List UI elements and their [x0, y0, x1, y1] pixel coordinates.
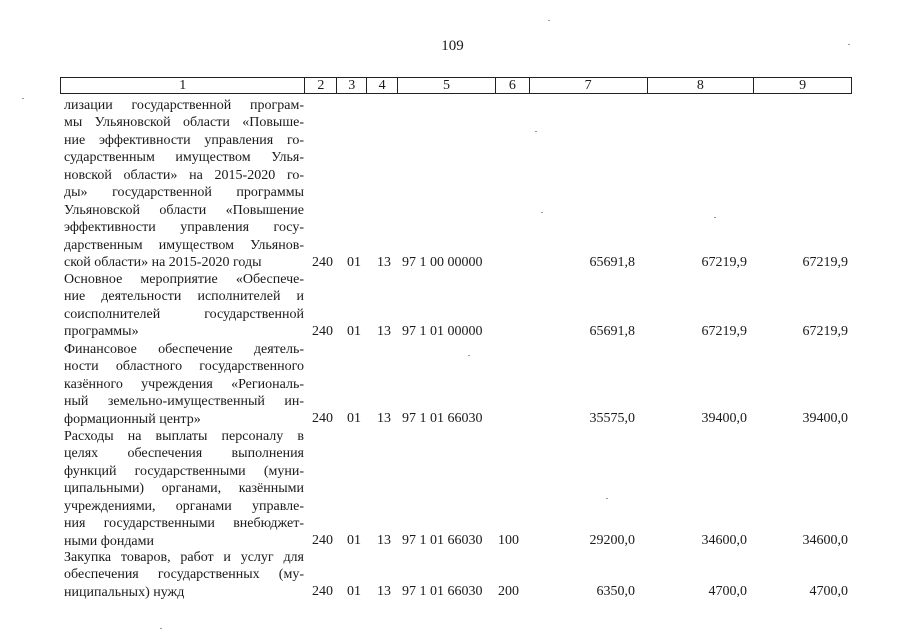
cell-target: 97 1 01 00000 [402, 324, 483, 339]
cell-amount-9: 4700,0 [809, 584, 848, 599]
cell-section: 01 [347, 324, 361, 339]
cell-amount-8: 34600,0 [701, 533, 747, 548]
desc-line: ципальными) органами, казёнными [64, 481, 304, 497]
scan-speck [848, 44, 850, 45]
cell-subsection: 13 [377, 255, 391, 270]
scan-speck [468, 355, 470, 356]
cell-amount-8: 4700,0 [708, 584, 747, 599]
desc-line: ние деятельности исполнителей и [64, 289, 304, 305]
header-col-8: 8 [648, 78, 755, 93]
desc-line: ния государственными внебюджет- [64, 516, 304, 532]
cell-code: 240 [312, 324, 333, 339]
desc-line: эффективности управления госу- [64, 220, 304, 236]
desc-line: казённого учреждения «Региональ- [64, 376, 304, 392]
cell-code: 240 [312, 255, 333, 270]
row-description [64, 97, 304, 272]
desc-line: ный земельно-имущественный ин- [64, 394, 304, 410]
desc-line: дарственным имуществом Ульянов- [64, 237, 304, 253]
cell-target: 97 1 01 66030 [402, 533, 483, 548]
desc-line: обеспечения государственных (му- [64, 567, 304, 583]
scan-speck [22, 98, 24, 99]
header-col-1: 1 [61, 78, 305, 93]
cell-amount-8: 67219,9 [701, 324, 747, 339]
desc-line: ности областного государственного [64, 359, 304, 375]
desc-line: формационный центр» [64, 411, 201, 427]
header-col-9: 9 [799, 78, 807, 93]
desc-line: ние эффективности управления го- [64, 132, 304, 148]
desc-line: ской области» на 2015-2020 годы [64, 255, 262, 271]
cell-section: 01 [347, 255, 361, 270]
header-col-2: 2 [305, 78, 337, 93]
desc-line: мы Ульяновской области «Повыше- [64, 115, 304, 131]
cell-amount-7: 65691,8 [589, 255, 635, 270]
desc-line: Финансовое обеспечение деятель- [64, 342, 304, 357]
cell-subsection: 13 [377, 533, 391, 548]
cell-amount-9: 67219,9 [802, 324, 848, 339]
scan-speck [606, 498, 608, 499]
desc-line: Основное мероприятие «Обеспече- [64, 272, 304, 287]
desc-line: Расходы на выплаты персоналу в [64, 429, 304, 444]
cell-code: 240 [312, 411, 333, 426]
desc-line: ными фондами [64, 533, 155, 549]
header-col-5: 5 [398, 78, 496, 93]
scan-speck [541, 212, 543, 213]
cell-target: 97 1 01 66030 [402, 411, 483, 426]
header-col-4: 4 [367, 78, 398, 93]
cell-amount-8: 39400,0 [701, 411, 747, 426]
cell-amount-8: 67219,9 [701, 255, 747, 270]
row-description [64, 341, 304, 428]
page-number: 109 [441, 38, 464, 54]
cell-amount-9: 39400,0 [802, 411, 848, 426]
cell-type: 100 [498, 533, 519, 548]
desc-line: лизации государственной програм- [64, 98, 304, 113]
header-col-6: 6 [496, 78, 530, 93]
desc-line: Закупка товаров, работ и услуг для [64, 550, 304, 565]
scan-speck [548, 20, 550, 21]
desc-line: программы» [64, 324, 139, 340]
desc-line: соисполнителей государственной [64, 306, 304, 322]
cell-code: 240 [312, 584, 333, 599]
cell-type: 200 [498, 584, 519, 599]
desc-line: Ульяновской области «Повышение [64, 202, 304, 218]
desc-line: сударственным имуществом Улья- [64, 150, 304, 166]
cell-amount-7: 65691,8 [589, 324, 635, 339]
cell-amount-9: 34600,0 [802, 533, 848, 548]
desc-line: ниципальных) нужд [64, 584, 185, 600]
cell-section: 01 [347, 584, 361, 599]
cell-amount-7: 6350,0 [596, 584, 635, 599]
row-description [64, 271, 304, 341]
scan-speck [714, 217, 716, 218]
header-col-7: 7 [530, 78, 648, 93]
cell-amount-9: 67219,9 [802, 255, 848, 270]
cell-subsection: 13 [377, 411, 391, 426]
cell-subsection: 13 [377, 584, 391, 599]
cell-section: 01 [347, 533, 361, 548]
scan-speck [160, 628, 162, 629]
desc-line: учреждениями, органами управле- [64, 498, 304, 514]
cell-section: 01 [347, 411, 361, 426]
cell-target: 97 1 00 00000 [402, 255, 483, 270]
desc-line: ды» государственной программы [64, 185, 304, 201]
desc-line: функций государственными (муни- [64, 463, 304, 479]
desc-line: целях обеспечения выполнения [64, 446, 304, 462]
cell-amount-7: 29200,0 [589, 533, 635, 548]
desc-line: новской области» на 2015-2020 го- [64, 167, 304, 183]
row-description [64, 428, 304, 550]
cell-amount-7: 35575,0 [589, 411, 635, 426]
cell-target: 97 1 01 66030 [402, 584, 483, 599]
row-description [64, 549, 304, 601]
table-header [60, 77, 852, 94]
cell-code: 240 [312, 533, 333, 548]
header-col-3: 3 [337, 78, 367, 93]
scan-speck [535, 131, 537, 132]
cell-subsection: 13 [377, 324, 391, 339]
